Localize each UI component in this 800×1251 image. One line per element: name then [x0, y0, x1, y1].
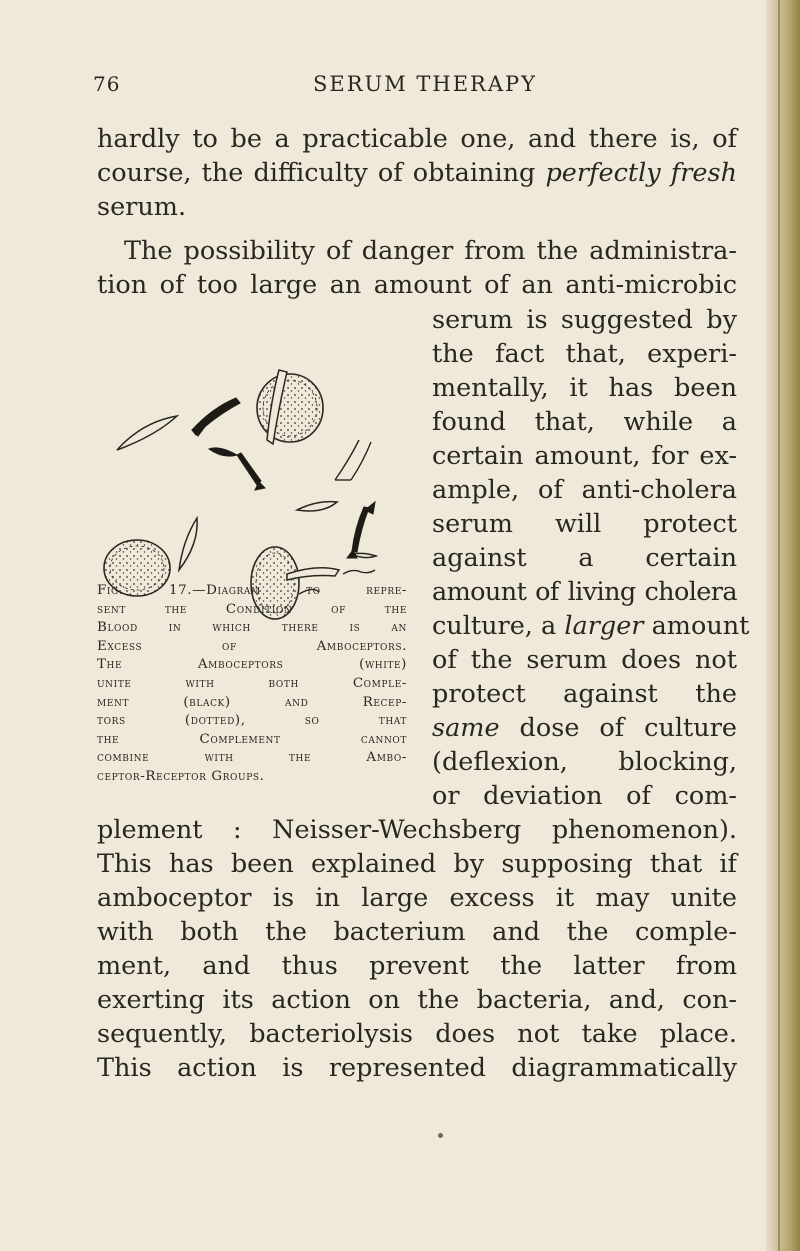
text-line: hardly to be a practicable one, and there is, of: [97, 124, 737, 154]
text-line: plement : Neisser-Wechsberg phenomenon).: [97, 815, 737, 845]
text-line: against a certain: [432, 543, 737, 573]
page-number: 76: [93, 72, 121, 96]
caption-line: combine with the Ambo-: [97, 750, 407, 766]
text-line: This has been explained by supposing that if: [97, 849, 737, 879]
emphasis: larger: [564, 611, 644, 641]
bacterium-top: [257, 374, 323, 442]
text-line: ample, of anti-cholera: [432, 475, 737, 505]
text-line: serum.: [97, 192, 187, 222]
text-line: serum is suggested by: [432, 305, 737, 335]
text-line: This action is represented diagrammatically: [97, 1053, 737, 1083]
text-line: protect against the: [432, 679, 737, 709]
caption-line: sent the Condition of the: [97, 601, 407, 617]
text-line: same dose of culture: [432, 713, 737, 743]
caption-line: ceptor-Receptor Groups.: [97, 768, 265, 784]
text-line: mentally, it has been: [432, 373, 737, 403]
caption-line: tors (dotted), so that: [97, 713, 407, 729]
emphasis: perfectly fresh: [545, 158, 738, 188]
text-line: found that, while a: [432, 407, 737, 437]
caption-line: ment (black) and Recep-: [97, 694, 407, 710]
text-line: amboceptor is in large excess it may unite: [97, 883, 737, 913]
running-head: SERUM THERAPY: [312, 72, 538, 96]
figure-caption: [97, 582, 407, 787]
text-line: serum will protect: [432, 509, 737, 539]
text-line: the fact that, experi-: [432, 339, 737, 369]
text-line: amount of living cholera: [432, 577, 737, 607]
text-line: of the serum does not: [432, 645, 737, 675]
text-line: ment, and thus prevent the latter from: [97, 951, 737, 981]
emphasis: same: [432, 713, 500, 743]
caption-line: Excess of Amboceptors.: [97, 638, 407, 654]
text-line: course, the difficulty of obtaining perfectly fresh: [97, 158, 738, 188]
text-line: exerting its action on the bacteria, and, con-: [97, 985, 737, 1015]
caption-line: The Amboceptors (white): [97, 657, 407, 673]
caption-line: the Complement cannot: [97, 731, 407, 747]
ink-speck: [438, 1133, 443, 1138]
text-line: The possibility of danger from the administra-: [124, 236, 737, 266]
caption-line: Fig. 17.—Diagram to repre-: [97, 583, 407, 598]
text-line: (deflexion, blocking,: [432, 747, 737, 777]
text-line: sequently, bacteriolysis does not take place.: [97, 1019, 737, 1049]
text-line: or deviation of com-: [432, 781, 737, 811]
text-line: certain amount, for ex-: [432, 441, 737, 471]
text-line: culture, a larger amount: [432, 611, 750, 641]
caption-line: Blood in which there is an: [97, 620, 407, 636]
page-edge: [766, 0, 800, 1251]
text-line: tion of too large an amount of an anti-microbic: [97, 270, 737, 300]
page-header: [0, 72, 800, 102]
text-line: with both the bacterium and the comple-: [97, 917, 737, 947]
caption-line: unite with both Comple-: [97, 675, 407, 691]
